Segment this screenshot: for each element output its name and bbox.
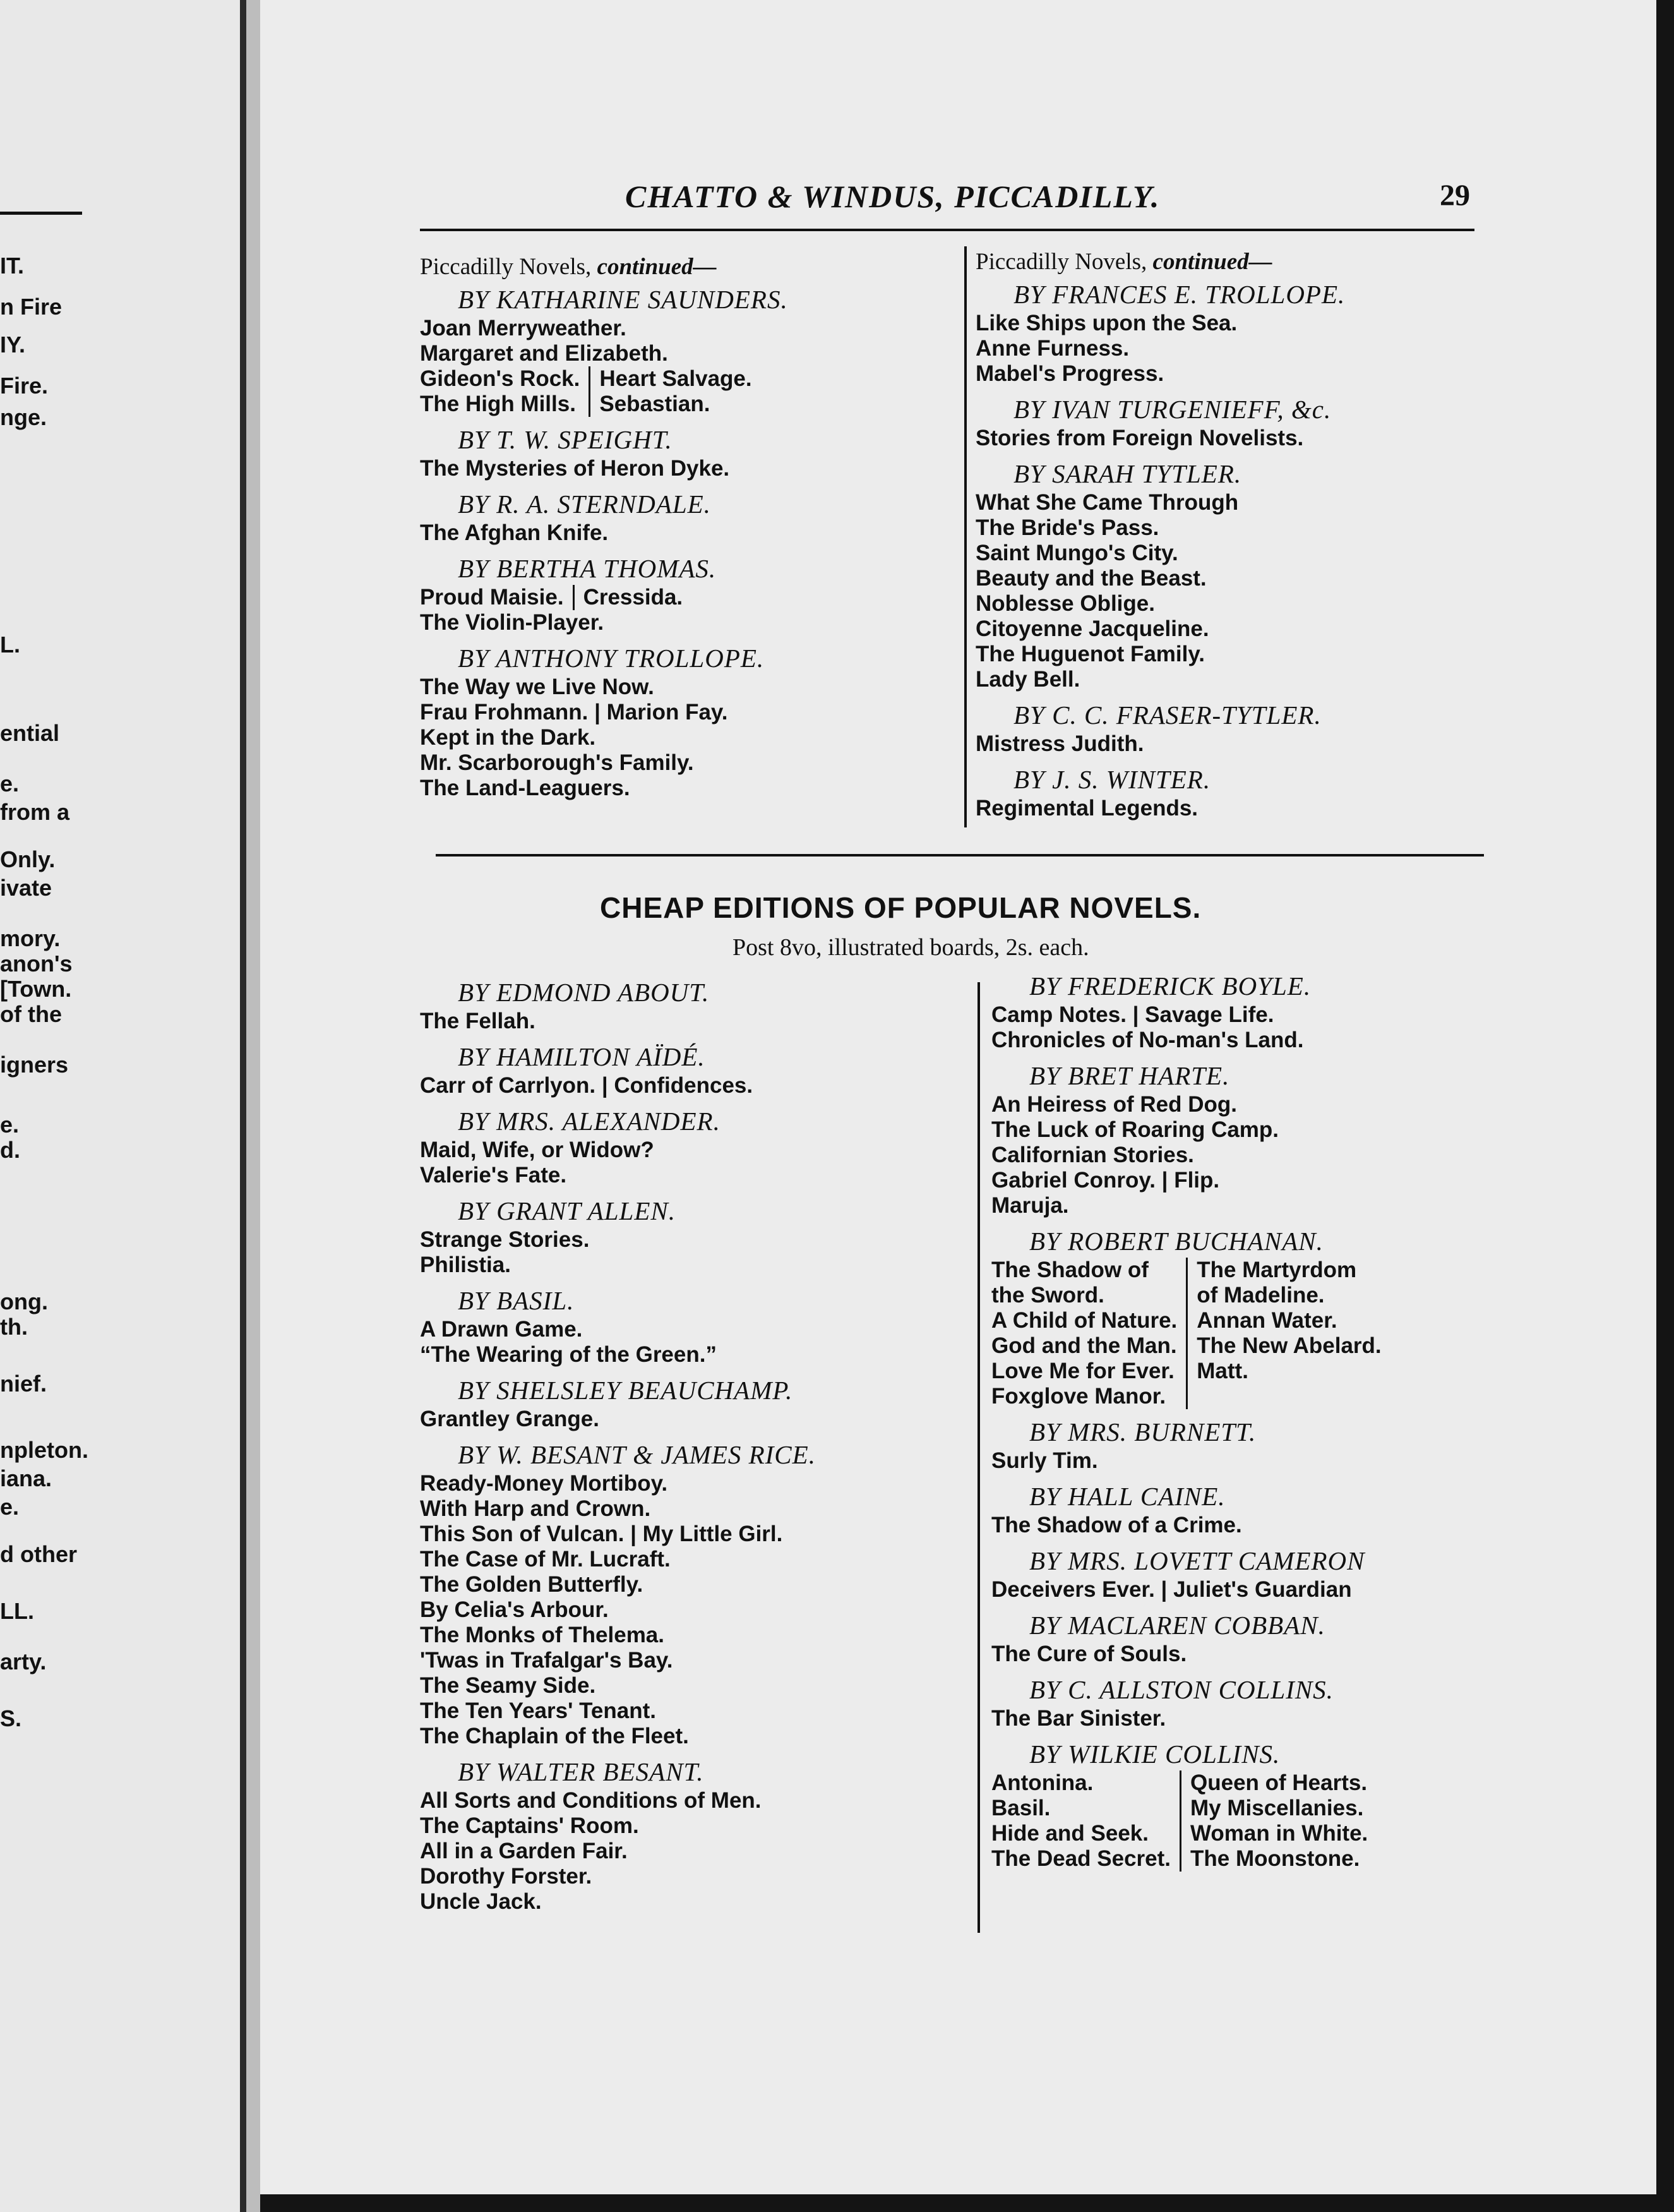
title-line: Joan Merryweather. bbox=[420, 316, 626, 340]
title-line: Queen of Hearts. bbox=[1190, 1770, 1368, 1795]
title-line: This Son of Vulcan. | My Little Girl. bbox=[420, 1522, 783, 1546]
title-line: Love Me for Ever. bbox=[991, 1359, 1175, 1383]
author-heading: BY C. C. FRASER-TYTLER. bbox=[1013, 700, 1322, 730]
title-line: Philistia. bbox=[420, 1253, 511, 1277]
title-line: The Violin-Player. bbox=[420, 610, 604, 635]
page-edge-bottom bbox=[260, 2194, 1674, 2212]
title-col-a bbox=[420, 366, 590, 417]
section-gap bbox=[420, 1432, 816, 1438]
title-line: The Monks of Thelema. bbox=[420, 1623, 664, 1647]
title-line: Beauty and the Beast. bbox=[976, 566, 1207, 591]
author-heading: BY BERTHA THOMAS. bbox=[458, 554, 717, 583]
continued-label bbox=[976, 246, 1345, 278]
section-rule bbox=[436, 854, 1484, 857]
title-line: Strange Stories. bbox=[420, 1227, 590, 1252]
author-heading: BY C. ALLSTON COLLINS. bbox=[1029, 1675, 1334, 1704]
title-line: All Sorts and Conditions of Men. bbox=[420, 1788, 762, 1813]
facing-page-text: igners bbox=[0, 1052, 69, 1078]
section-gap bbox=[420, 1098, 816, 1105]
facing-page-text: iana. bbox=[0, 1465, 52, 1491]
title-line: Gabriel Conroy. | Flip. bbox=[991, 1168, 1220, 1193]
section-gap bbox=[420, 481, 788, 488]
title-line: Surly Tim. bbox=[991, 1448, 1098, 1473]
author-heading: BY FREDERICK BOYLE. bbox=[1029, 971, 1312, 1001]
section-gap bbox=[991, 1602, 1382, 1609]
title-line: The Shadow of bbox=[991, 1258, 1149, 1282]
section-gap bbox=[420, 1749, 816, 1755]
title-line: My Miscellanies. bbox=[1190, 1796, 1364, 1820]
title-line: The Chaplain of the Fleet. bbox=[420, 1724, 689, 1748]
title-col-b bbox=[1188, 1258, 1381, 1409]
title-col-b bbox=[590, 366, 751, 417]
title-line: All in a Garden Fair. bbox=[420, 1839, 628, 1863]
title-line: Antonina. bbox=[991, 1770, 1094, 1795]
author-heading: BY ANTHONY TROLLOPE. bbox=[458, 644, 765, 673]
author-heading: BY KATHARINE SAUNDERS. bbox=[458, 285, 788, 314]
title-line: The Captains' Room. bbox=[420, 1813, 639, 1838]
facing-page-text: IY. bbox=[0, 332, 26, 358]
title-line: Maruja. bbox=[991, 1193, 1069, 1218]
section-gap bbox=[420, 801, 788, 807]
title-line: God and the Man. bbox=[991, 1333, 1177, 1358]
cheap-editions-title: CHEAP EDITIONS OF POPULAR NOVELS. bbox=[600, 891, 1202, 924]
section-gap bbox=[991, 1731, 1382, 1738]
facing-page-text: from a bbox=[0, 799, 70, 825]
left-column-top bbox=[420, 251, 788, 807]
facing-page-text: mory. bbox=[0, 925, 61, 951]
author-heading: BY BRET HARTE. bbox=[1029, 1061, 1230, 1090]
title-col-a bbox=[991, 1770, 1181, 1872]
section-gap bbox=[420, 1034, 816, 1040]
author-heading: BY SHELSLEY BEAUCHAMP. bbox=[458, 1376, 793, 1405]
author-heading: BY BASIL. bbox=[458, 1286, 575, 1315]
facing-page-text: e. bbox=[0, 1494, 20, 1520]
title-line: A Drawn Game. bbox=[420, 1317, 583, 1342]
facing-page-text: LL. bbox=[0, 1598, 34, 1624]
book-gutter bbox=[246, 0, 260, 2212]
title-line: The New Abelard. bbox=[1197, 1333, 1382, 1358]
title-line: the Sword. bbox=[991, 1283, 1104, 1307]
title-line: Regimental Legends. bbox=[976, 796, 1199, 820]
title-pair-block bbox=[991, 1770, 1382, 1872]
page-edge-right bbox=[1656, 0, 1674, 2212]
author-heading: BY MRS. LOVETT CAMERON bbox=[1029, 1546, 1365, 1575]
title-line: Maid, Wife, or Widow? bbox=[420, 1138, 654, 1162]
author-heading: BY HALL CAINE. bbox=[1029, 1482, 1226, 1511]
facing-page-text: ivate bbox=[0, 875, 52, 901]
facing-page-text: e. bbox=[0, 1112, 20, 1138]
title-line: Margaret and Elizabeth. bbox=[420, 341, 668, 366]
author-heading: BY FRANCES E. TROLLOPE. bbox=[1013, 280, 1346, 309]
title-line: Deceivers Ever. | Juliet's Guardian bbox=[991, 1577, 1352, 1602]
title-line: The Bride's Pass. bbox=[976, 515, 1159, 540]
section-gap bbox=[420, 546, 788, 552]
author-heading: BY MRS. BURNETT. bbox=[1029, 1417, 1257, 1446]
title-line: Ready-Money Mortiboy. bbox=[420, 1471, 668, 1496]
section-gap bbox=[976, 387, 1345, 393]
title-line: Matt. bbox=[1197, 1359, 1248, 1383]
title-line: Gideon's Rock. bbox=[420, 366, 580, 391]
facing-page-text: d. bbox=[0, 1137, 20, 1163]
title-line: An Heiress of Red Dog. bbox=[991, 1092, 1237, 1117]
author-heading: BY EDMOND ABOUT. bbox=[458, 978, 710, 1007]
section-gap bbox=[420, 1278, 816, 1284]
title-line: Mr. Scarborough's Family. bbox=[420, 750, 694, 775]
title-line: The Mysteries of Heron Dyke. bbox=[420, 456, 730, 481]
title-line: The Way we Live Now. bbox=[420, 675, 654, 699]
title-line: of Madeline. bbox=[1197, 1283, 1325, 1307]
title-line: Citoyenne Jacqueline. bbox=[976, 616, 1209, 641]
title-line: What She Came Through bbox=[976, 490, 1239, 515]
title-line: Mistress Judith. bbox=[976, 731, 1144, 756]
title-line: Dorothy Forster. bbox=[420, 1864, 592, 1889]
author-heading: BY T. W. SPEIGHT. bbox=[458, 425, 673, 454]
facing-page-text: ong. bbox=[0, 1289, 48, 1314]
facing-page bbox=[0, 0, 246, 2212]
author-heading: BY IVAN TURGENIEFF, &c. bbox=[1013, 395, 1332, 424]
title-line: 'Twas in Trafalgar's Bay. bbox=[420, 1648, 673, 1673]
header-rule bbox=[420, 229, 1474, 231]
title-line: Noblesse Oblige. bbox=[976, 591, 1155, 616]
title-line: Frau Frohmann. | Marion Fay. bbox=[420, 700, 728, 724]
facing-page-text: nge. bbox=[0, 404, 47, 430]
section-gap bbox=[976, 451, 1345, 457]
title-line: The Cure of Souls. bbox=[991, 1642, 1187, 1666]
author-heading: BY R. A. STERNDALE. bbox=[458, 490, 711, 519]
cheap-editions-subtitle: Post 8vo, illustrated boards, 2s. each. bbox=[732, 934, 1089, 961]
section-gap bbox=[420, 1188, 816, 1194]
page-number: 29 bbox=[1440, 179, 1470, 212]
author-heading: BY WILKIE COLLINS. bbox=[1029, 1740, 1281, 1769]
title-col-a bbox=[420, 585, 575, 610]
running-header: CHATTO & WINDUS, PICCADILLY. bbox=[625, 179, 1161, 214]
title-line: The Fellah. bbox=[420, 1009, 535, 1033]
facing-page-text: of the bbox=[0, 1001, 62, 1027]
continued-italic: continued— bbox=[1152, 249, 1272, 275]
author-heading: BY MRS. ALEXANDER. bbox=[458, 1107, 720, 1136]
section-gap bbox=[991, 1218, 1382, 1225]
title-line: The Moonstone. bbox=[1190, 1846, 1360, 1871]
title-line: Anne Furness. bbox=[976, 336, 1130, 361]
title-line: Californian Stories. bbox=[991, 1143, 1194, 1167]
author-heading: BY GRANT ALLEN. bbox=[458, 1196, 676, 1225]
title-pair-block bbox=[991, 1258, 1382, 1409]
title-line: Valerie's Fate. bbox=[420, 1163, 567, 1187]
author-heading: BY WALTER BESANT. bbox=[458, 1757, 704, 1786]
facing-page-text: d other bbox=[0, 1541, 77, 1567]
title-line: Camp Notes. | Savage Life. bbox=[991, 1002, 1274, 1027]
facing-page-text: IT. bbox=[0, 253, 25, 279]
facing-page-text: e. bbox=[0, 771, 20, 796]
facing-page-text: npleton. bbox=[0, 1437, 88, 1463]
facing-page-text: nief. bbox=[0, 1371, 47, 1397]
column-divider-top bbox=[964, 246, 967, 827]
section-gap bbox=[976, 757, 1345, 763]
title-line: Sebastian. bbox=[599, 392, 710, 416]
title-line: Cressida. bbox=[583, 585, 683, 610]
author-heading: BY ROBERT BUCHANAN. bbox=[1029, 1227, 1324, 1256]
title-col-a bbox=[991, 1258, 1188, 1409]
title-line: The Seamy Side. bbox=[420, 1673, 596, 1698]
continued-series: Piccadilly Novels, bbox=[420, 254, 592, 280]
section-gap bbox=[976, 692, 1345, 699]
title-line: The Bar Sinister. bbox=[991, 1706, 1166, 1731]
title-line: By Celia's Arbour. bbox=[420, 1597, 609, 1622]
facing-page-text: S. bbox=[0, 1705, 22, 1731]
section-gap bbox=[420, 1914, 816, 1921]
title-line: A Child of Nature. bbox=[991, 1308, 1178, 1333]
title-pair-block bbox=[420, 585, 788, 610]
title-line: With Harp and Crown. bbox=[420, 1496, 651, 1521]
facing-page-text: ential bbox=[0, 720, 60, 746]
author-heading: BY SARAH TYTLER. bbox=[1013, 459, 1242, 488]
title-line: Lady Bell. bbox=[976, 667, 1080, 692]
section-gap bbox=[991, 1053, 1382, 1059]
title-line: Kept in the Dark. bbox=[420, 725, 596, 750]
right-column-bottom bbox=[991, 970, 1382, 1878]
facing-page-rule bbox=[0, 212, 82, 215]
title-line: The Dead Secret. bbox=[991, 1846, 1171, 1871]
section-gap bbox=[420, 635, 788, 642]
title-line: Uncle Jack. bbox=[420, 1889, 542, 1914]
author-heading: BY HAMILTON AÏDÉ. bbox=[458, 1042, 705, 1071]
title-line: Mabel's Progress. bbox=[976, 361, 1164, 386]
section-gap bbox=[991, 1538, 1382, 1544]
section-gap bbox=[420, 417, 788, 423]
facing-page-text: Only. bbox=[0, 846, 56, 872]
facing-page-text: arty. bbox=[0, 1649, 47, 1674]
title-line: The Case of Mr. Lucraft. bbox=[420, 1547, 671, 1572]
title-line: “The Wearing of the Green.” bbox=[420, 1342, 717, 1367]
facing-page-text: anon's bbox=[0, 951, 73, 977]
title-line: Woman in White. bbox=[1190, 1821, 1368, 1846]
section-gap bbox=[420, 1367, 816, 1374]
title-line: The Golden Butterfly. bbox=[420, 1572, 643, 1597]
facing-page-text: Fire. bbox=[0, 373, 49, 399]
title-line: The Ten Years' Tenant. bbox=[420, 1698, 656, 1723]
facing-page-text: n Fire bbox=[0, 294, 63, 320]
title-line: Carr of Carrlyon. | Confidences. bbox=[420, 1073, 753, 1098]
title-line: The Luck of Roaring Camp. bbox=[991, 1117, 1279, 1142]
title-line: The High Mills. bbox=[420, 392, 576, 416]
title-line: Hide and Seek. bbox=[991, 1821, 1149, 1846]
title-line: Like Ships upon the Sea. bbox=[976, 311, 1238, 335]
continued-series: Piccadilly Novels, bbox=[976, 249, 1147, 275]
title-line: The Afghan Knife. bbox=[420, 520, 609, 545]
facing-page-text: L. bbox=[0, 632, 20, 658]
title-col-b bbox=[575, 585, 683, 610]
section-gap bbox=[991, 1872, 1382, 1878]
section-gap bbox=[991, 1409, 1382, 1416]
facing-page-text: th. bbox=[0, 1314, 28, 1340]
title-line: Foxglove Manor. bbox=[991, 1384, 1166, 1409]
facing-page-text: [Town. bbox=[0, 976, 72, 1002]
author-heading: BY MACLAREN COBBAN. bbox=[1029, 1611, 1325, 1640]
section-gap bbox=[991, 1474, 1382, 1480]
title-line: Saint Mungo's City. bbox=[976, 541, 1178, 565]
title-line: The Martyrdom bbox=[1197, 1258, 1357, 1282]
title-line: Stories from Foreign Novelists. bbox=[976, 426, 1304, 450]
title-pair-block bbox=[420, 366, 788, 417]
section-gap bbox=[991, 1667, 1382, 1673]
title-line: Basil. bbox=[991, 1796, 1051, 1820]
author-heading: BY J. S. WINTER. bbox=[1013, 765, 1211, 794]
title-line: Chronicles of No-man's Land. bbox=[991, 1028, 1304, 1052]
right-column-top bbox=[976, 246, 1345, 827]
continued-label bbox=[420, 251, 788, 283]
title-line: The Shadow of a Crime. bbox=[991, 1513, 1242, 1537]
title-line: Proud Maisie. bbox=[420, 585, 564, 610]
title-col-b bbox=[1181, 1770, 1368, 1872]
column-divider-bottom bbox=[977, 982, 980, 1933]
left-column-bottom bbox=[420, 976, 816, 1921]
author-heading: BY W. BESANT & JAMES RICE. bbox=[458, 1440, 816, 1469]
title-line: The Huguenot Family. bbox=[976, 642, 1205, 666]
title-line: The Land-Leaguers. bbox=[420, 776, 630, 800]
continued-italic: continued— bbox=[597, 254, 717, 280]
title-line: Annan Water. bbox=[1197, 1308, 1337, 1333]
section-gap bbox=[976, 821, 1345, 827]
title-line: Heart Salvage. bbox=[599, 366, 752, 391]
title-line: Grantley Grange. bbox=[420, 1407, 599, 1431]
